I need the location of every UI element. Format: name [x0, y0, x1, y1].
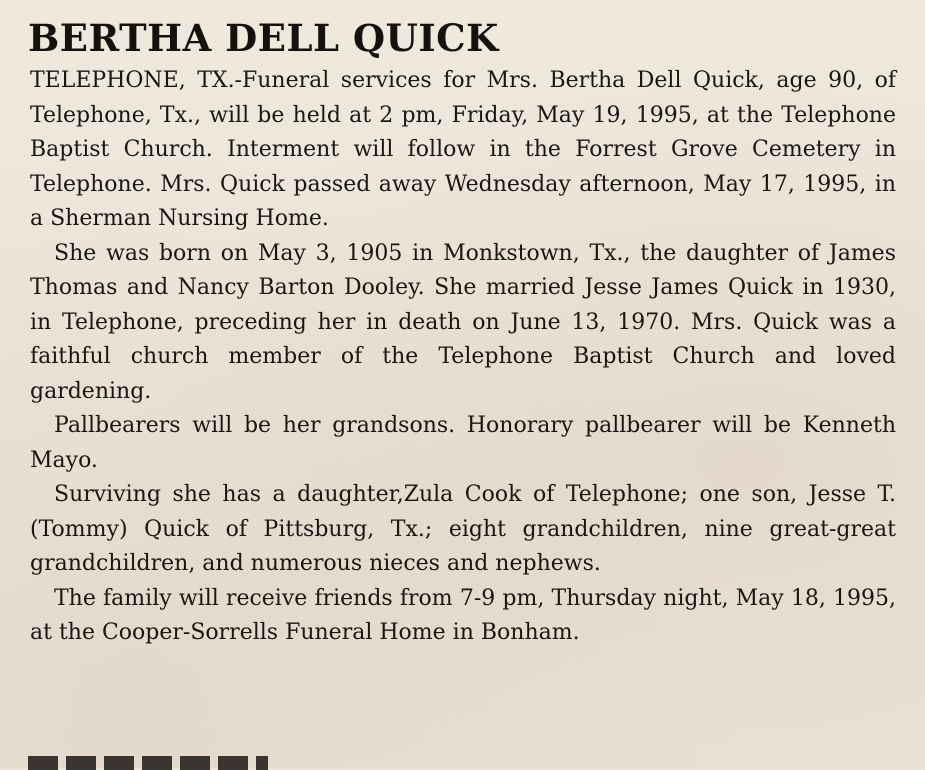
obituary-paragraph-biography: She was born on May 3, 1905 in Monkstown, Tx., the daughter of James Thomas and Nancy Barton Dooley. She married Jesse James Quick in 1930, in Telephone, preceding her in death on June 13, 1970. Mrs. Quick was a faithful church member of the Telephone Baptist Church and loved gardening. — [30, 240, 896, 404]
obituary-paragraph-pallbearers: Pallbearers will be her grandsons. Honorary pallbearer will be Kenneth Mayo. — [30, 413, 896, 473]
cropped-next-headline — [28, 748, 308, 770]
obituary-paragraph-services: TELEPHONE, TX.-Funeral services for Mrs. Bertha Dell Quick, age 90, of Telephone, Tx., will be held at 2 pm, Friday, May 19, 1995, at the Telephone Baptist Church. Interment will follow in the Forrest Grove Cemetery in Telephone. Mrs. Quick passed away Wednesday afternoon, May 17, 1995, in a Sherman Nursing Home. — [30, 68, 896, 231]
obituary-paragraph-visitation: The family will receive friends from 7-9 pm, Thursday night, May 18, 1995, at the Cooper-Sorrells Funeral Home in Bonham. — [30, 585, 896, 645]
obituary-headline: BERTHA DELL QUICK — [28, 16, 499, 60]
obituary-paragraph-survivors: Surviving she has a daughter,Zula Cook of Telephone; one son, Jesse T. (Tommy) Quick of Pittsburg, Tx.; eight grandchildren, nine great-great grandchildren, and numerous nieces and nephews. — [30, 482, 896, 576]
obituary-body — [30, 64, 896, 651]
